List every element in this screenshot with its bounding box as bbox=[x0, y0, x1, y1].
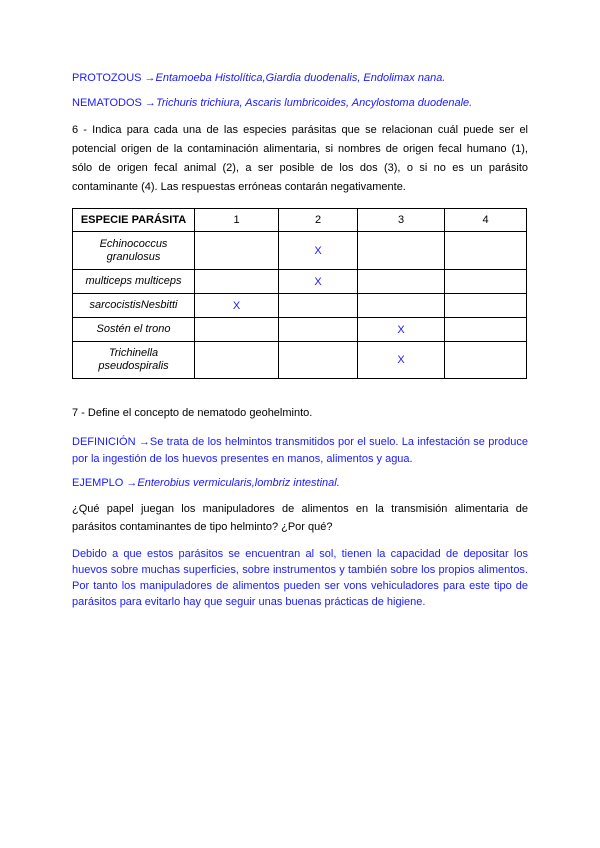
header-especie: ESPECIE PARÁSITA bbox=[73, 209, 195, 232]
mark-cell bbox=[358, 270, 445, 294]
header-4: 4 bbox=[445, 209, 527, 232]
question-8: ¿Qué papel juegan los manipuladores de alimentos en la transmisión alimentaria de parásitos contaminantes de tipo helminto? ¿Por qué? bbox=[72, 503, 528, 533]
example-text: Enterobius vermicularis,lombriz intestinal. bbox=[137, 477, 340, 489]
table-row bbox=[73, 342, 527, 379]
species-cell: Trichinella pseudospiralis bbox=[73, 342, 195, 379]
header-3: 3 bbox=[358, 209, 445, 232]
table-row bbox=[73, 294, 527, 318]
mark-cell bbox=[358, 232, 445, 270]
mark-cell bbox=[445, 294, 527, 318]
mark-cell bbox=[195, 318, 279, 342]
mark-cell bbox=[195, 232, 279, 270]
header-1: 1 bbox=[195, 209, 279, 232]
mark-cell bbox=[279, 318, 358, 342]
mark-cell bbox=[445, 270, 527, 294]
mark-cell bbox=[279, 294, 358, 318]
question-6: 6 - Indica para cada una de las especies parásitas que se relacionan cuál puede ser el potencial origen de la contaminación alimentaria, si nombres de origen fecal humano (1), sólo de origen fecal animal (2), a ser posible de los dos (3), o si no es un parásito contaminante (4). Las respuestas erróneas contarán negativamente. bbox=[72, 124, 528, 193]
mark-cell bbox=[279, 342, 358, 379]
mark-cell bbox=[445, 318, 527, 342]
definition-text: DEFINICIÓN →Se trata de los helmintos transmitidos por el suelo. La infestación se produce por la ingestión de los huevos presentes en manos, alimentos y agua. bbox=[72, 436, 528, 465]
protozous-label: PROTOZOUS → bbox=[72, 72, 156, 84]
mark-cell bbox=[195, 270, 279, 294]
mark-cell: X bbox=[358, 342, 445, 379]
mark-cell: X bbox=[195, 294, 279, 318]
mark-cell bbox=[445, 342, 527, 379]
parasite-table bbox=[72, 208, 527, 379]
protozous-species: Entamoeba Histolítica,Giardia duodenalis, Endolimax nana. bbox=[155, 72, 446, 84]
species-cell: multiceps multiceps bbox=[73, 270, 195, 294]
example-line bbox=[72, 475, 528, 492]
protozous-line bbox=[72, 70, 528, 87]
header-2: 2 bbox=[279, 209, 358, 232]
example-label: EJEMPLO → bbox=[72, 477, 138, 489]
nematodos-species: Trichuris trichiura, Ascaris lumbricoides, Ancylostoma duodenale. bbox=[155, 97, 473, 109]
species-cell: Echinococcus granulosus bbox=[73, 232, 195, 270]
mark-cell: X bbox=[279, 270, 358, 294]
table-row bbox=[73, 270, 527, 294]
table-header-row bbox=[73, 209, 527, 232]
mark-cell: X bbox=[279, 232, 358, 270]
mark-cell bbox=[195, 342, 279, 379]
species-cell: sarcocistisNesbitti bbox=[73, 294, 195, 318]
question-7: 7 - Define el concepto de nematodo geohelminto. bbox=[72, 407, 313, 419]
table-row bbox=[73, 232, 527, 270]
table-row bbox=[73, 318, 527, 342]
mark-cell bbox=[358, 294, 445, 318]
nematodos-label: NEMATODOS → bbox=[72, 97, 156, 109]
nematodos-line bbox=[72, 95, 528, 112]
mark-cell bbox=[445, 232, 527, 270]
answer-8: Debido a que estos parásitos se encuentran al sol, tienen la capacidad de depositar los huevos sobre muchas superficies, sobre instrumentos y también sobre los propios alimentos. Por tanto los manipuladores de alimentos pueden ser vons vehiculadores para este tipo de parásitos para evitarlo hay que seguir unas buenas prácticas de higiene. bbox=[72, 548, 528, 608]
mark-cell: X bbox=[358, 318, 445, 342]
species-cell: Sostén el trono bbox=[73, 318, 195, 342]
